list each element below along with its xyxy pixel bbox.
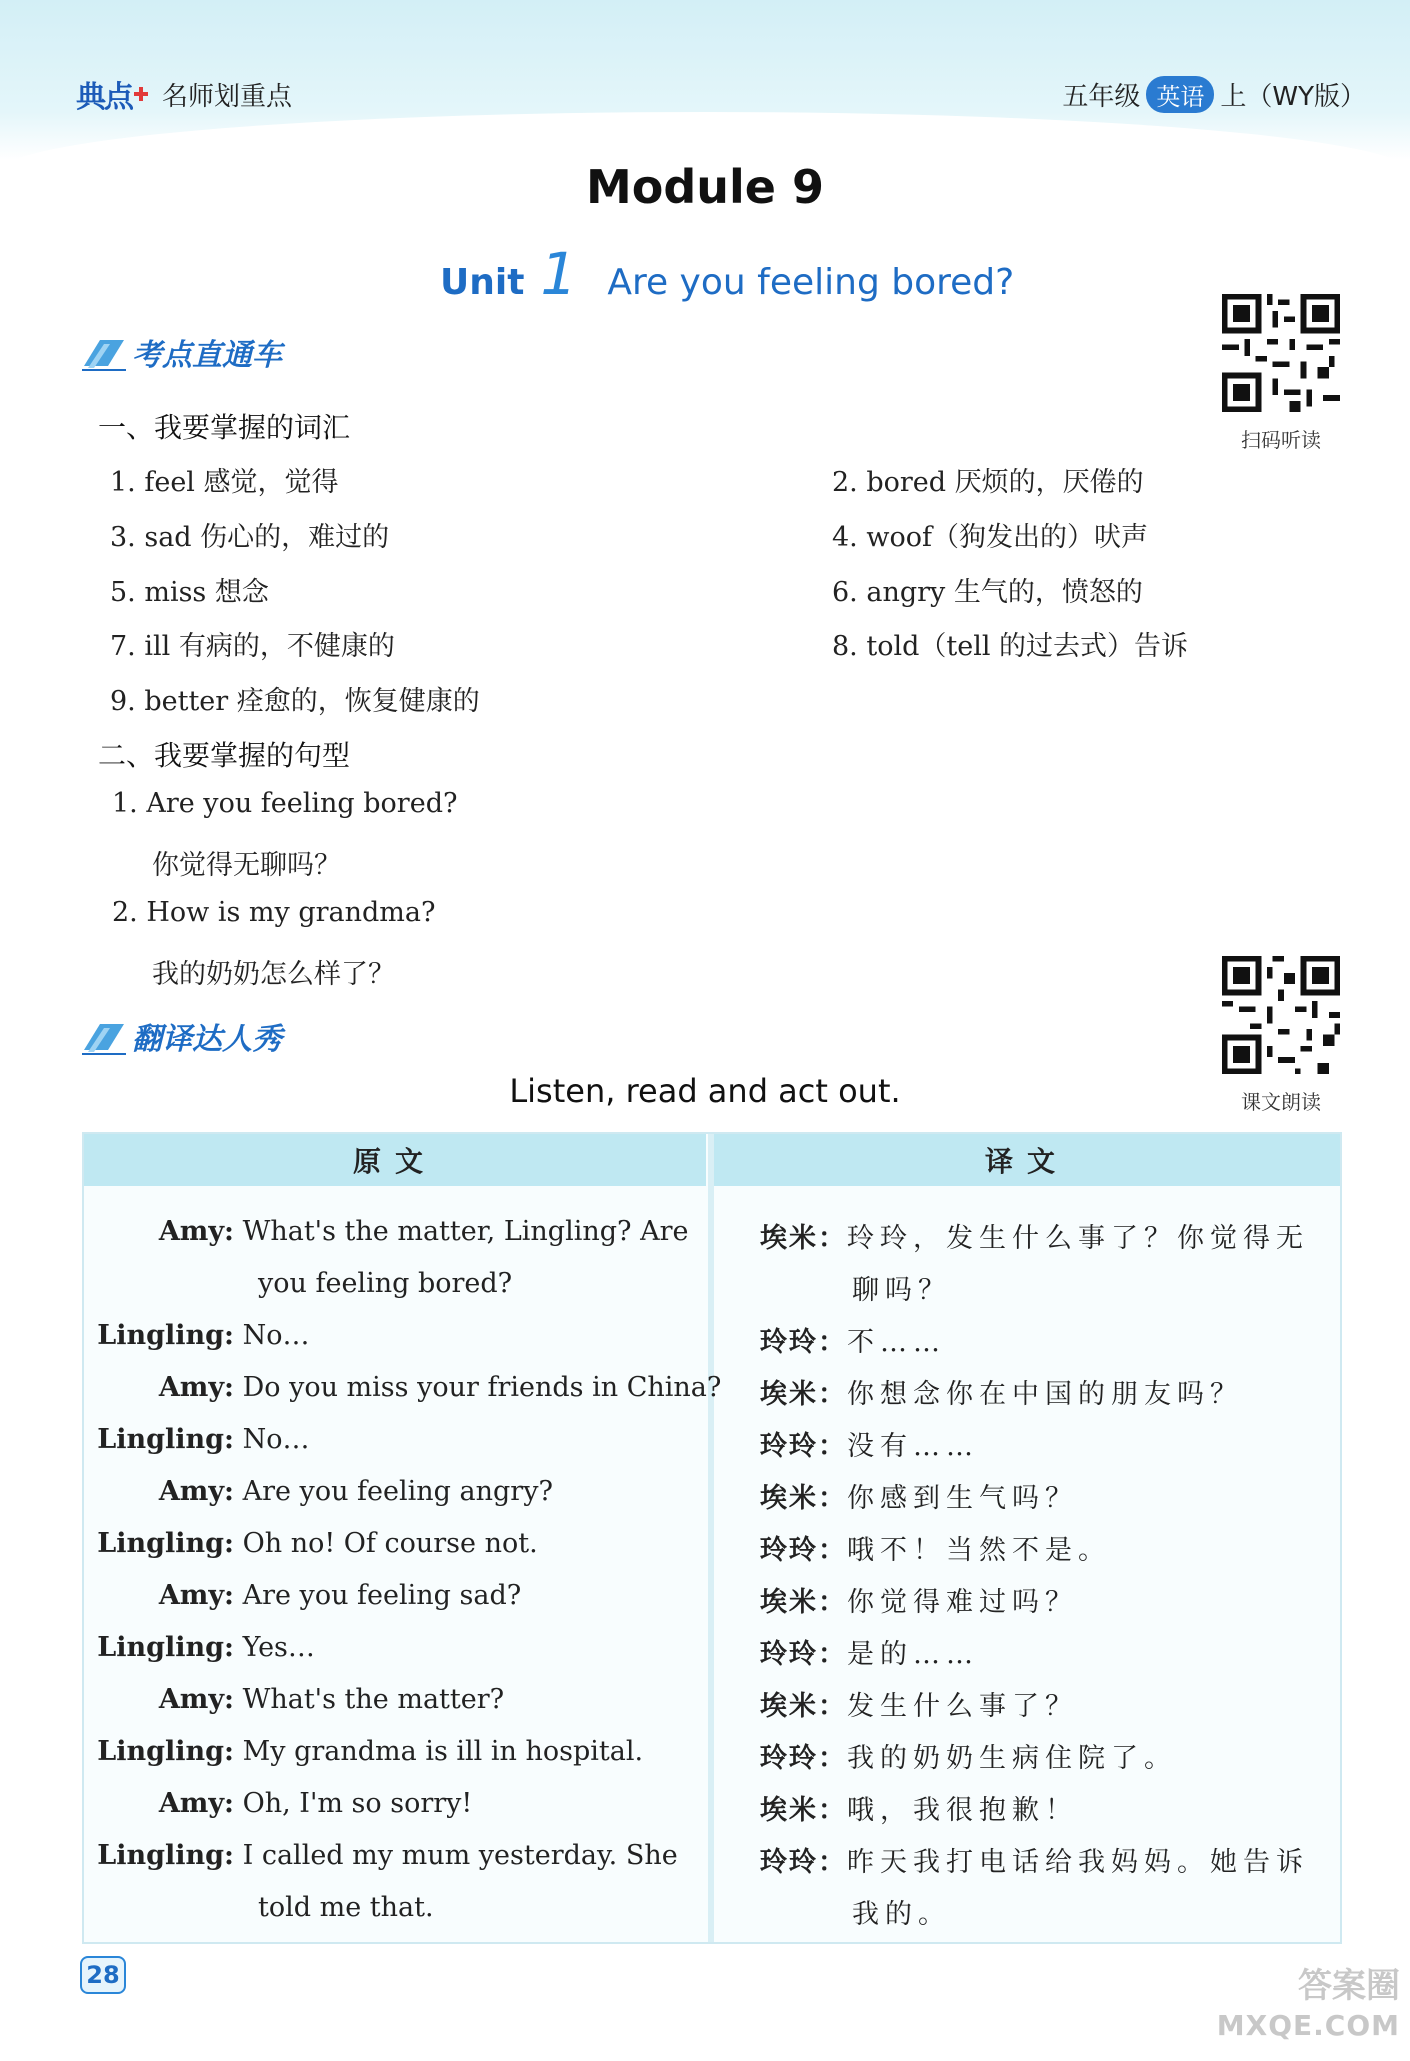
unit-word: Unit xyxy=(440,262,525,303)
dialogue-table xyxy=(82,1132,1342,1944)
dialogue-line-zh: 埃米：你想念你在中国的朋友吗？ xyxy=(760,1379,1243,1410)
vocab-item: 7. ill 有病的，不健康的 xyxy=(110,631,395,662)
edition-label: 上（WY版） xyxy=(1220,82,1366,112)
dialogue-line-zh: 玲玲：我的奶奶生病住院了。 xyxy=(760,1743,1177,1774)
grade-label: 五年级 xyxy=(1062,82,1141,112)
dialogue-line-zh: 埃米：发生什么事了？ xyxy=(760,1691,1078,1722)
brand xyxy=(76,70,292,118)
dialogue-line-en: Lingling: No… xyxy=(97,1320,310,1351)
vocab-item: 2. bored 厌烦的，厌倦的 xyxy=(832,467,1144,498)
qr-code-icon[interactable] xyxy=(1222,956,1340,1074)
sentence-zh: 我的奶奶怎么样了？ xyxy=(152,959,395,990)
watermark-main: 答案圈 xyxy=(1298,1966,1400,2006)
dialogue-line-en: Amy: Are you feeling sad? xyxy=(158,1580,522,1611)
dialogue-line-zh: 埃米：你感到生气吗？ xyxy=(760,1483,1078,1514)
book-icon xyxy=(80,1016,128,1056)
qr-label-read: 课文朗读 xyxy=(1241,1090,1321,1114)
brand-name: 名师划重点 xyxy=(162,81,293,112)
dialogue-line-zh: 玲玲：不…… xyxy=(760,1327,946,1358)
instruction: Listen, read and act out. xyxy=(509,1072,901,1110)
section-head-translation xyxy=(80,1014,282,1058)
vocab-item: 3. sad 伤心的，难过的 xyxy=(110,522,390,553)
dialogue-line-en: Amy: What's the matter, Lingling? Are xyxy=(158,1216,689,1247)
dialogue-line-zh: 聊吗？ xyxy=(852,1275,951,1306)
column-head-translation: 译文 xyxy=(714,1134,1340,1186)
dialogue-line-en: Lingling: I called my mum yesterday. She xyxy=(97,1840,678,1871)
dialogue-line-en: you feeling bored? xyxy=(258,1268,513,1299)
module-title: Module 9 xyxy=(585,160,825,214)
unit-question: Are you feeling bored? xyxy=(607,262,1015,303)
dialogue-line-en: Lingling: Oh no! Of course not. xyxy=(97,1528,538,1559)
book-icon xyxy=(80,332,128,372)
section-title-translation: 翻译达人秀 xyxy=(132,1022,282,1057)
vocab-title: 一、我要掌握的词汇 xyxy=(98,411,351,444)
qr-label-listen: 扫码听读 xyxy=(1241,428,1321,452)
section-head-key-points xyxy=(80,330,282,374)
sentence-en: 2. How is my grandma? xyxy=(112,897,436,928)
dialogue-line-en: Amy: Oh, I'm so sorry! xyxy=(158,1788,473,1819)
sentence-en: 1. Are you feeling bored? xyxy=(112,788,458,819)
column-head-original: 原文 xyxy=(84,1134,706,1186)
dialogue-line-zh: 我的。 xyxy=(852,1899,951,1930)
dialogue-line-zh: 埃米：你觉得难过吗？ xyxy=(760,1587,1078,1618)
watermark xyxy=(1217,1966,1400,2046)
dialogue-line-zh: 玲玲：是的…… xyxy=(760,1639,979,1670)
dialogue-line-zh: 玲玲：哦不！当然不是。 xyxy=(760,1535,1111,1566)
page-number: 28 xyxy=(80,1956,126,1994)
dialogue-line-en: told me that. xyxy=(258,1892,434,1923)
sentence-zh: 你觉得无聊吗？ xyxy=(152,850,341,881)
grade-info xyxy=(1062,76,1366,113)
unit-number: 1 xyxy=(540,240,578,308)
plus-icon xyxy=(134,87,148,101)
qr-code-icon[interactable] xyxy=(1222,294,1340,412)
dialogue-line-en: Lingling: Yes… xyxy=(97,1632,315,1663)
sentence-title: 二、我要掌握的句型 xyxy=(98,739,351,772)
dialogue-line-en: Lingling: No… xyxy=(97,1424,310,1455)
vocab-item: 9. better 痊愈的，恢复健康的 xyxy=(110,686,480,717)
vocab-item: 4. woof（狗发出的）吠声 xyxy=(832,522,1148,553)
dialogue-line-zh: 埃米：玲玲，发生什么事了？你觉得无 xyxy=(760,1223,1309,1254)
unit-title xyxy=(440,240,1014,308)
vocab-item: 5. miss 想念 xyxy=(110,577,269,608)
dialogue-line-en: Amy: Do you miss your friends in China? xyxy=(158,1372,722,1403)
subject-badge: 英语 xyxy=(1146,76,1214,113)
dialogue-line-zh: 埃米：哦，我很抱歉！ xyxy=(760,1795,1078,1826)
dialogue-line-en: Amy: Are you feeling angry? xyxy=(158,1476,553,1507)
column-divider xyxy=(708,1134,714,1942)
dialogue-line-zh: 玲玲：没有…… xyxy=(760,1431,979,1462)
dialogue-line-zh: 玲玲：昨天我打电话给我妈妈。她告诉 xyxy=(760,1847,1309,1878)
watermark-url: MXQE.COM xyxy=(1216,2009,1400,2042)
vocab-item: 8. told（tell 的过去式）告诉 xyxy=(832,631,1189,662)
dialogue-line-en: Lingling: My grandma is ill in hospital. xyxy=(97,1736,644,1767)
section-title-key-points: 考点直通车 xyxy=(132,338,282,373)
vocab-item: 1. feel 感觉，觉得 xyxy=(110,467,339,498)
dialogue-line-en: Amy: What's the matter? xyxy=(158,1684,505,1715)
brand-logo: 典点 xyxy=(76,80,132,115)
vocab-item: 6. angry 生气的，愤怒的 xyxy=(832,577,1143,608)
